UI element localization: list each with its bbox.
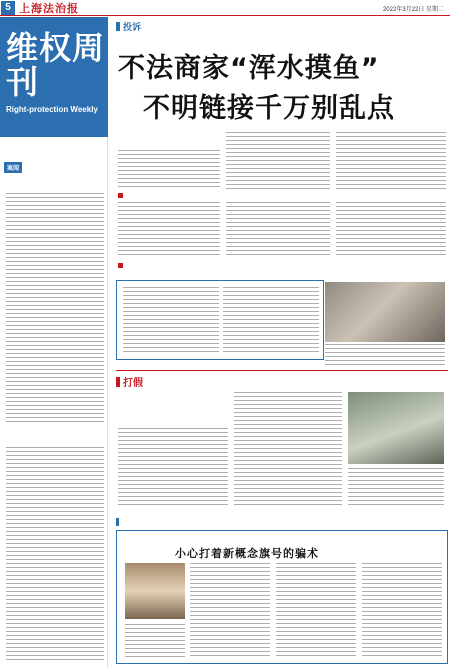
investigation-section-tag: 投诉 — [116, 20, 144, 33]
main-body-col-4 — [118, 202, 220, 258]
main-body-col-5 — [226, 202, 330, 258]
main-headline-line-1: 不法商家“浑水摸鱼” — [118, 53, 380, 84]
sidebar — [0, 17, 108, 668]
main-subhead-1 — [118, 192, 126, 200]
sidebar-section-tag: 案闻 — [4, 162, 22, 173]
lawyer-comment-col-2 — [223, 287, 319, 353]
main-headline-line-2: 不明链接千万别乱点 — [143, 93, 395, 124]
section-brand-english: Right-protection Weekly — [6, 105, 98, 114]
section-marker-icon — [116, 518, 119, 526]
lawyer-comment-col-1 — [123, 287, 219, 353]
lawyer-comment-box — [116, 280, 324, 360]
sidebar-story-1-body — [6, 193, 104, 423]
page-header — [0, 0, 450, 16]
section-marker-icon — [116, 377, 120, 387]
columnist-photo — [125, 563, 185, 619]
main-body-col-2 — [226, 132, 330, 190]
sidebar-section-label — [4, 155, 22, 174]
column-title: 小心打着新概念旗号的骗术 — [175, 547, 319, 560]
masthead-title: 上海法治报 — [19, 1, 79, 15]
anti-counterfeit-body-col-1 — [118, 428, 228, 508]
column-body-col-1 — [190, 563, 270, 659]
section-brand-title: 维权周刊 — [6, 29, 106, 101]
sidebar-story-2-body — [6, 447, 104, 662]
article-photo-caption — [325, 344, 445, 368]
issue-date: 2022年3月22日 星期二 — [382, 7, 444, 13]
main-body-col-6 — [336, 202, 446, 258]
column-body-col-3 — [362, 563, 442, 659]
anti-counterfeit-section-tag: 打假 — [116, 374, 143, 389]
main-subhead-2 — [118, 262, 126, 270]
page-number: 5 — [1, 1, 15, 15]
article-photo — [325, 282, 445, 342]
subhead-marker-icon — [118, 193, 123, 198]
section-brand-block — [0, 17, 108, 137]
main-body-col-1 — [118, 150, 220, 190]
column-body-col-0 — [125, 624, 185, 660]
anti-counterfeit-photo — [348, 392, 444, 464]
anti-counterfeit-body-col-3 — [348, 468, 444, 508]
section-marker-icon — [116, 22, 120, 31]
column-body-col-2 — [276, 563, 356, 659]
anti-counterfeit-body-col-2 — [234, 392, 342, 508]
section-divider — [116, 370, 448, 371]
main-body-col-3 — [336, 132, 446, 190]
subhead-marker-icon — [118, 263, 123, 268]
column-section-tag — [116, 518, 122, 527]
